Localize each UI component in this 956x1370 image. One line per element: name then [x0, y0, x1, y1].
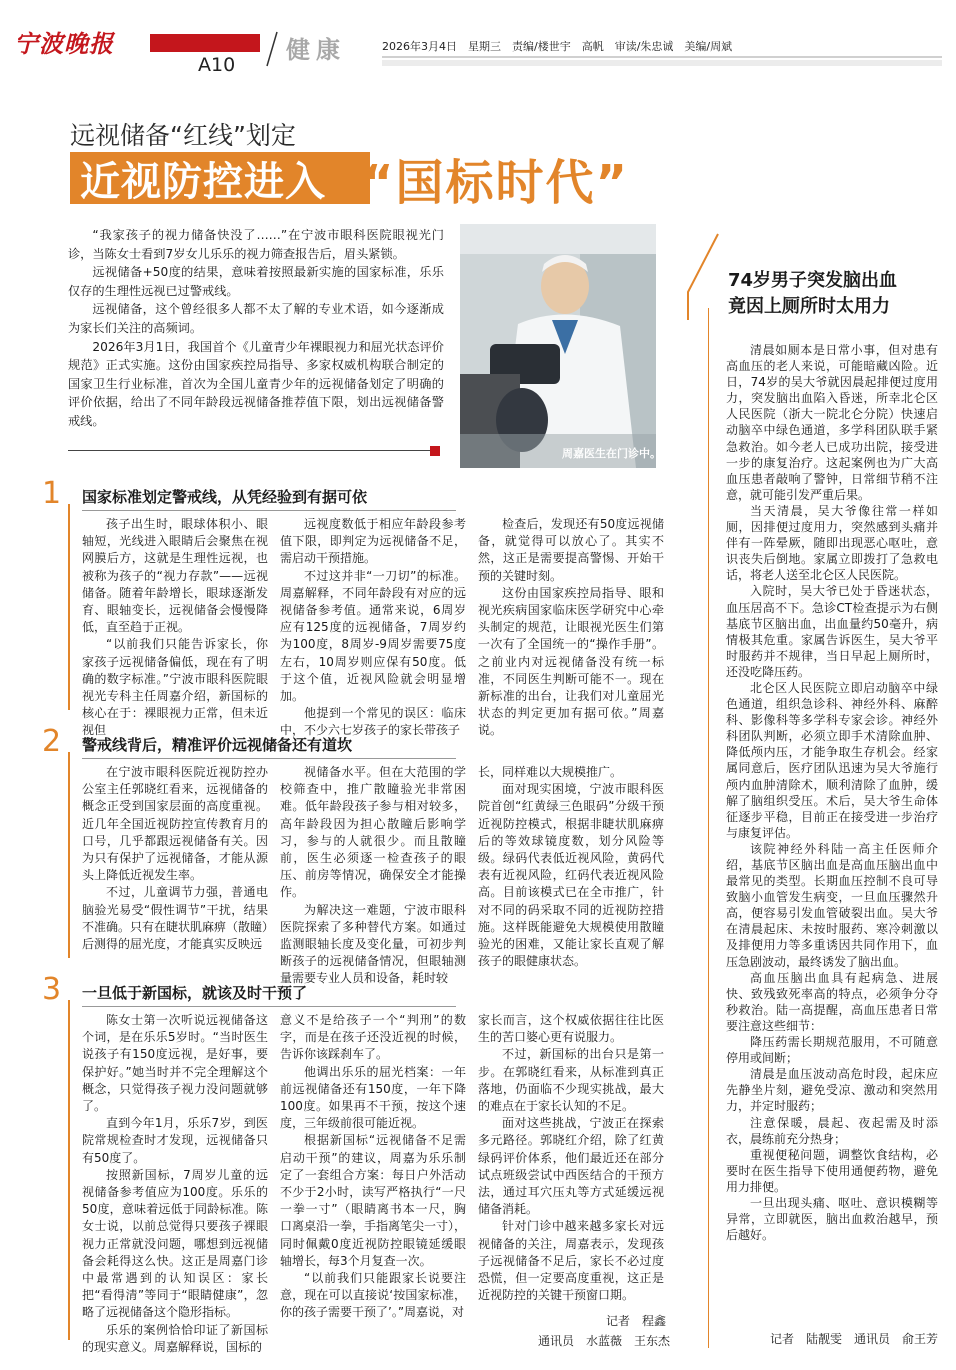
paragraph: 远视度数低于相应年龄段参考值下限，即判定为远视储备不足，需启动干预措施。	[280, 517, 466, 566]
paragraph: 不过这并非“一刀切”的标准。周嘉解释，不同年龄段有对应的远视储备参考值。通常来说，6周岁应有125度的远视储备，7周岁约为100度，8周岁-9周岁需要75度左右，10周岁则应保有50度。低于这个值，近视风险就会明显增加。	[280, 568, 466, 704]
sidebar-paragraph: 清晨是血压波动高危时段，起床应先静坐片刻，避免受凉、激动和突然用力，并定时服药；	[726, 1067, 938, 1114]
article-column	[280, 1012, 466, 1348]
sidebar-title-line: 74岁男子突发脑出血	[728, 270, 898, 291]
header-rule	[382, 56, 942, 58]
sidebar-paragraph: 注意保暖，晨起、夜起需及时添衣，晨练前充分热身；	[726, 1115, 938, 1146]
section-name: 健康	[286, 36, 346, 64]
section-slash-icon	[263, 30, 281, 68]
section-rule	[82, 510, 456, 511]
paragraph: 不过，儿童调节力强，普通电脑验光易受“假性调节”干扰，结果不准确。只有在睫状肌麻痹（散瞳）后测得的屈光度，才能真实反映远	[82, 885, 269, 952]
sidebar-paragraph: 重视便秘问题，调整饮食结构，必要时在医生指导下使用通便药物，避免用力排便。	[726, 1147, 938, 1194]
article-column	[478, 764, 664, 969]
sidebar-paragraph: 入院时，吴大爷已处于昏迷状态，血压居高不下。急诊CT检查提示为右侧基底节区脑出血，出血量约50毫升，病情极其危重。家属告诉医生，吴大爷平时服药并不规律，当日早起上厕所时，还没吃降压药。	[726, 584, 938, 679]
article-column	[478, 516, 664, 738]
paragraph: “以前我们只能跟家长说要注意，现在可以直接说‘按国家标准，你的孩子需要干预了’。”周嘉说，对	[280, 1271, 466, 1320]
paragraph: “以前我们只能告诉家长，你家孩子远视储备偏低，现在有了明确的数字标准。”宁波市眼科医院眼视光专科主任周嘉介绍，新国标的核心在于：裸眼视力正常，但未近视但	[82, 637, 268, 738]
paragraph: 家长而言，这个权威依据往往比医生的苦口婆心更有说服力。	[478, 1013, 664, 1045]
section-title: 国家标准划定警戒线，从凭经验到有据可依	[82, 488, 368, 506]
article-column	[280, 516, 466, 738]
section-bar	[68, 752, 70, 958]
paragraph: 直到今年1月，乐乐7岁，到医院常规检查时才发现，远视储备只有50度了。	[82, 1116, 268, 1165]
sidebar-paragraph: 一旦出现头痛、呕吐、意识模糊等异常，立即就医，脑出血救治越早，预后越好。	[726, 1195, 938, 1243]
sidebar-title	[728, 268, 928, 320]
paragraph: 面对这些挑战，宁波正在探索多元路径。郭晓红介绍，除了红黄绿码评价体系，他们最近还在部分试点班级尝试中西医结合的干预方法，通过耳穴压丸等方式延缓远视储备消耗。	[478, 1116, 664, 1217]
paragraph: 在宁波市眼科医院近视防控办公室主任郭晓红看来，远视储备的概念正受到国家层面的高度重视。近几年全国近视防控宣传教育月的口号，几乎都跟远视储备有关。因为只有保护了远视储备，才能从源头上降低近视发生率。	[82, 765, 268, 883]
article-column	[478, 1012, 664, 1308]
article-column	[82, 516, 268, 738]
sidebar-paragraph: 清晨如厕本是日常小事，但对患有高血压的老人来说，可能暗藏凶险。近日，74岁的吴大爷就因晨起排便过度用力，突发脑出血陷入昏迷，所幸北仑区人民医院（浙大一院北仑分院）快速启动脑卒中绿色通道，多学科团队联手紧急救治。如今老人已成功出院，接受进一步的康复治疗。这起案例也为广大高血压患者敲响了警钟，日常细节稍不注意，就可能引发严重后果。	[726, 343, 938, 502]
intro-rule	[68, 450, 438, 451]
sidebar-paragraph: 降压药需长期规范服用，不可随意停用或间断；	[726, 1035, 938, 1066]
intro-end-mark	[430, 446, 440, 456]
intro-text	[68, 226, 444, 431]
page-number: A10	[198, 54, 236, 76]
article-column	[82, 1012, 268, 1354]
sidebar-paragraph: 北仑区人民医院立即启动脑卒中绿色通道，组织急诊科、神经外科、麻醉科、影像科等多学科专家会诊。神经外科团队判断，必须立即手术清除血肿、降低颅内压，才能争取生存机会。经家属同意后，医疗团队迅速为吴大爷施行颅内血肿清除术，顺利清除了血肿，缓解了脑组织受压。术后，吴大爷生命体征逐步平稳，目前正在接受进一步治疗与康复评估。	[726, 680, 938, 840]
paragraph: 按照新国标，7周岁儿童的远视储备参考值应为100度。乐乐的50度，意味着远低于同龄标准。陈女士说，以前总觉得只要孩子裸眼视力正常就没问题，哪想到远视储备会耗得这么快。这正是周嘉门诊中最常遇到的认知误区：家长把“看得清”等同于“眼睛健康”，忽略了远视储备这个隐形指标。	[82, 1167, 268, 1320]
section-rule	[82, 1006, 456, 1007]
sidebar-byline: 记者 陆靓雯 通讯员 俞王芳	[769, 1332, 938, 1346]
paragraph: 根据新国标“远视储备不足需启动干预”的建议，周嘉为乐乐制定了一套组合方案：每日户外活动不少于2小时，读写严格执行“一尺一拳一寸”（眼睛离书本一尺，胸口离桌沿一拳，手指离笔尖一寸），同时佩戴0度近视防控眼镜延缓眼轴增长，每3个月复查一次。	[280, 1133, 467, 1268]
section-rule	[82, 758, 456, 759]
paragraph: 乐乐的案例恰恰印证了新国标的现实意义。周嘉解释说，国标的	[82, 1322, 268, 1354]
section-title: 一旦低于新国标，就该及时干预了	[82, 984, 308, 1002]
issue-meta: 2026年3月4日 星期三 责编/楼世宇 高帆 审读/朱忠诚 美编/周斌	[382, 40, 733, 53]
sidebar-paragraph: 当天清晨，吴大爷像往常一样如厕，因排便过度用力，突然感到头痛并伴有一阵晕厥，随即出现恶心呕吐，意识丧失后倒地。家属立即拨打了急救电话，将老人送至北仑区人民医院。	[726, 503, 938, 583]
paragraph: 面对现实困境，宁波市眼科医院首创“红黄绿三色眼码”分级干预近视防控模式，根据非睫状肌麻痹后的等效球镜度数，划分风险等级。绿码代表低近视风险，黄码代表有近视风险，红码代表近视风险高。目前该模式已在全市推广，针对不同的码采取不同的近视防控措施。这样既能避免大规模使用散瞳验光的困难，又能让家长直观了解孩子的眼健康状态。	[478, 782, 664, 969]
doctor-photo	[460, 224, 656, 468]
sidebar-paragraph: 该院神经外科陆一高主任医师介绍，基底节区脑出血是高血压脑出血中最常见的类型。长期血压控制不良可导致脑小血管发生病变，一旦血压骤然升高，便容易引发血管破裂出血。吴大爷在清晨起床、未按时服药、寒冷刺激以及排便用力等多重诱因共同作用下，血压急剧波动，最终诱发了脑出血。	[726, 841, 938, 969]
section-title: 警戒线背后，精准评价远视储备还有道坎	[82, 736, 353, 754]
article-column	[280, 764, 466, 986]
headline-emphasis: “国标时代”	[362, 155, 630, 211]
section-bar	[68, 504, 70, 710]
headline-main: 近视防控进入	[80, 159, 326, 205]
newspaper-logo: 宁波晚报	[14, 24, 120, 59]
paragraph: 检查后，发现还有50度远视储备，就觉得可以放心了。其实不然，这正是需要提高警惕、开始干预的关键时刻。	[478, 517, 664, 583]
section-bar	[68, 1000, 70, 1340]
article-column	[82, 764, 268, 962]
section-number: 2	[42, 724, 62, 759]
paragraph: 他调出乐乐的屈光档案：一年前远视储备还有150度，一年下降100度。如果再不干预，按这个速度，三年级前很可能近视。	[280, 1064, 466, 1131]
headline-kicker: 远视储备“红线”划定	[70, 121, 296, 150]
sidebar-body	[726, 342, 938, 1243]
paragraph: 为解决这一难题，宁波市眼科医院探索了多种替代方案。如通过监测眼轴长度及变化量，可初步判断孩子的远视储备情况，但眼轴测量需要专业人员和设备，耗时较	[280, 902, 466, 986]
section-number: 1	[42, 476, 62, 511]
byline-correspondents: 通讯员 水蓝薇 王东杰	[538, 1334, 671, 1348]
intro-paragraph: 远视储备，这个曾经很多人都不太了解的专业术语，如今逐渐成为家长们关注的高频词。	[68, 302, 444, 335]
paragraph: 不过，新国标的出台只是第一步。在郭晓红看来，从标准到真正落地，仍面临不少现实挑战，最大的难点在于家长认知的不足。	[478, 1047, 664, 1114]
sidebar-bracket-icon	[682, 232, 722, 322]
paragraph: 他提到一个常见的误区：临床中，不少六七岁孩子的家长带孩子	[280, 706, 466, 738]
intro-paragraph: 远视储备+50度的结果，意味着按照最新实施的国家标准，乐乐仅存的生理性远视已过警戒线。	[68, 265, 444, 298]
photo-caption: 周嘉医生在门诊中。	[562, 447, 661, 460]
sidebar-paragraph: 高血压脑出血具有起病急、进展快、致残致死率高的特点，必须争分夺秒救治。陆一高提醒，高血压患者日常要注意这些细节：	[726, 970, 938, 1033]
header-red-bar	[150, 34, 260, 52]
paragraph: 这份由国家疾控局指导、眼和视光疾病国家临床医学研究中心牵头制定的规范，让眼视光医生们第一次有了全国统一的“操作手册”。之前业内对远视储备没有统一标准，不同医生判断可能不一。现在新标准的出台，让我们对儿童屈光状态的判定更加有据可依。”周嘉说。	[478, 585, 664, 738]
intro-paragraph: “我家孩子的视力储备快没了……”在宁波市眼科医院眼视光门诊，当陈女士看到7岁女儿乐乐的视力筛查报告后，眉头紧锁。	[68, 228, 444, 261]
paragraph: 意义不是给孩子一个“判刑”的数字，而是在孩子还没近视的时候，告诉你该踩刹车了。	[280, 1013, 466, 1062]
intro-paragraph: 2026年3月1日，我国首个《儿童青少年裸眼视力和屈光状态评价规范》正式实施。这份由国家疾控局指导、多家权威机构联合制定的国家卫生行业标准，首次为全国儿童青少年的远视储备划定了明确的评价依据，给出了不同年龄段远视储备推荐值下限，划出远视储备警戒线。	[68, 339, 444, 428]
sidebar-title-line: 竟因上厕所时太用力	[728, 296, 890, 317]
sidebar-divider	[708, 308, 709, 1348]
paragraph: 长，同样难以大规模推广。	[478, 765, 623, 779]
section-number: 3	[42, 972, 62, 1007]
paragraph: 孩子出生时，眼球体积小、眼轴短，光线进入眼睛后会聚焦在视网膜后方，这就是生理性远视，也被称为孩子的“视力存款”——远视储备。随着年龄增长，眼球逐渐发育、眼轴变长，远视储备会慢慢降低，直至趋于正视。	[82, 517, 268, 635]
paragraph: 针对门诊中越来越多家长对远视储备的关注，周嘉表示，发现孩子远视储备不足后，家长不必过度恐慌，但一定要高度重视，这正是近视防控的关键干预窗口期。	[478, 1219, 664, 1303]
header-gray-band	[382, 60, 942, 66]
byline-reporter: 记者 程鑫	[606, 1314, 667, 1328]
paragraph: 陈女士第一次听说远视储备这个词，是在乐乐5岁时。“当时医生说孩子有150度远视，是好事，要保护好。”她当时并不完全理解这个概念，只觉得孩子视力没问题就够了。	[82, 1013, 268, 1114]
paragraph: 视储备水平。但在大范围的学校筛查中，推广散瞳验光非常困难。低年龄段孩子参与相对较多，高年龄段因为担心散瞳后影响学习，参与的人就很少。而且散瞳前，医生必须逐一检查孩子的眼压、前房等情况，确保安全才能操作。	[280, 765, 466, 900]
